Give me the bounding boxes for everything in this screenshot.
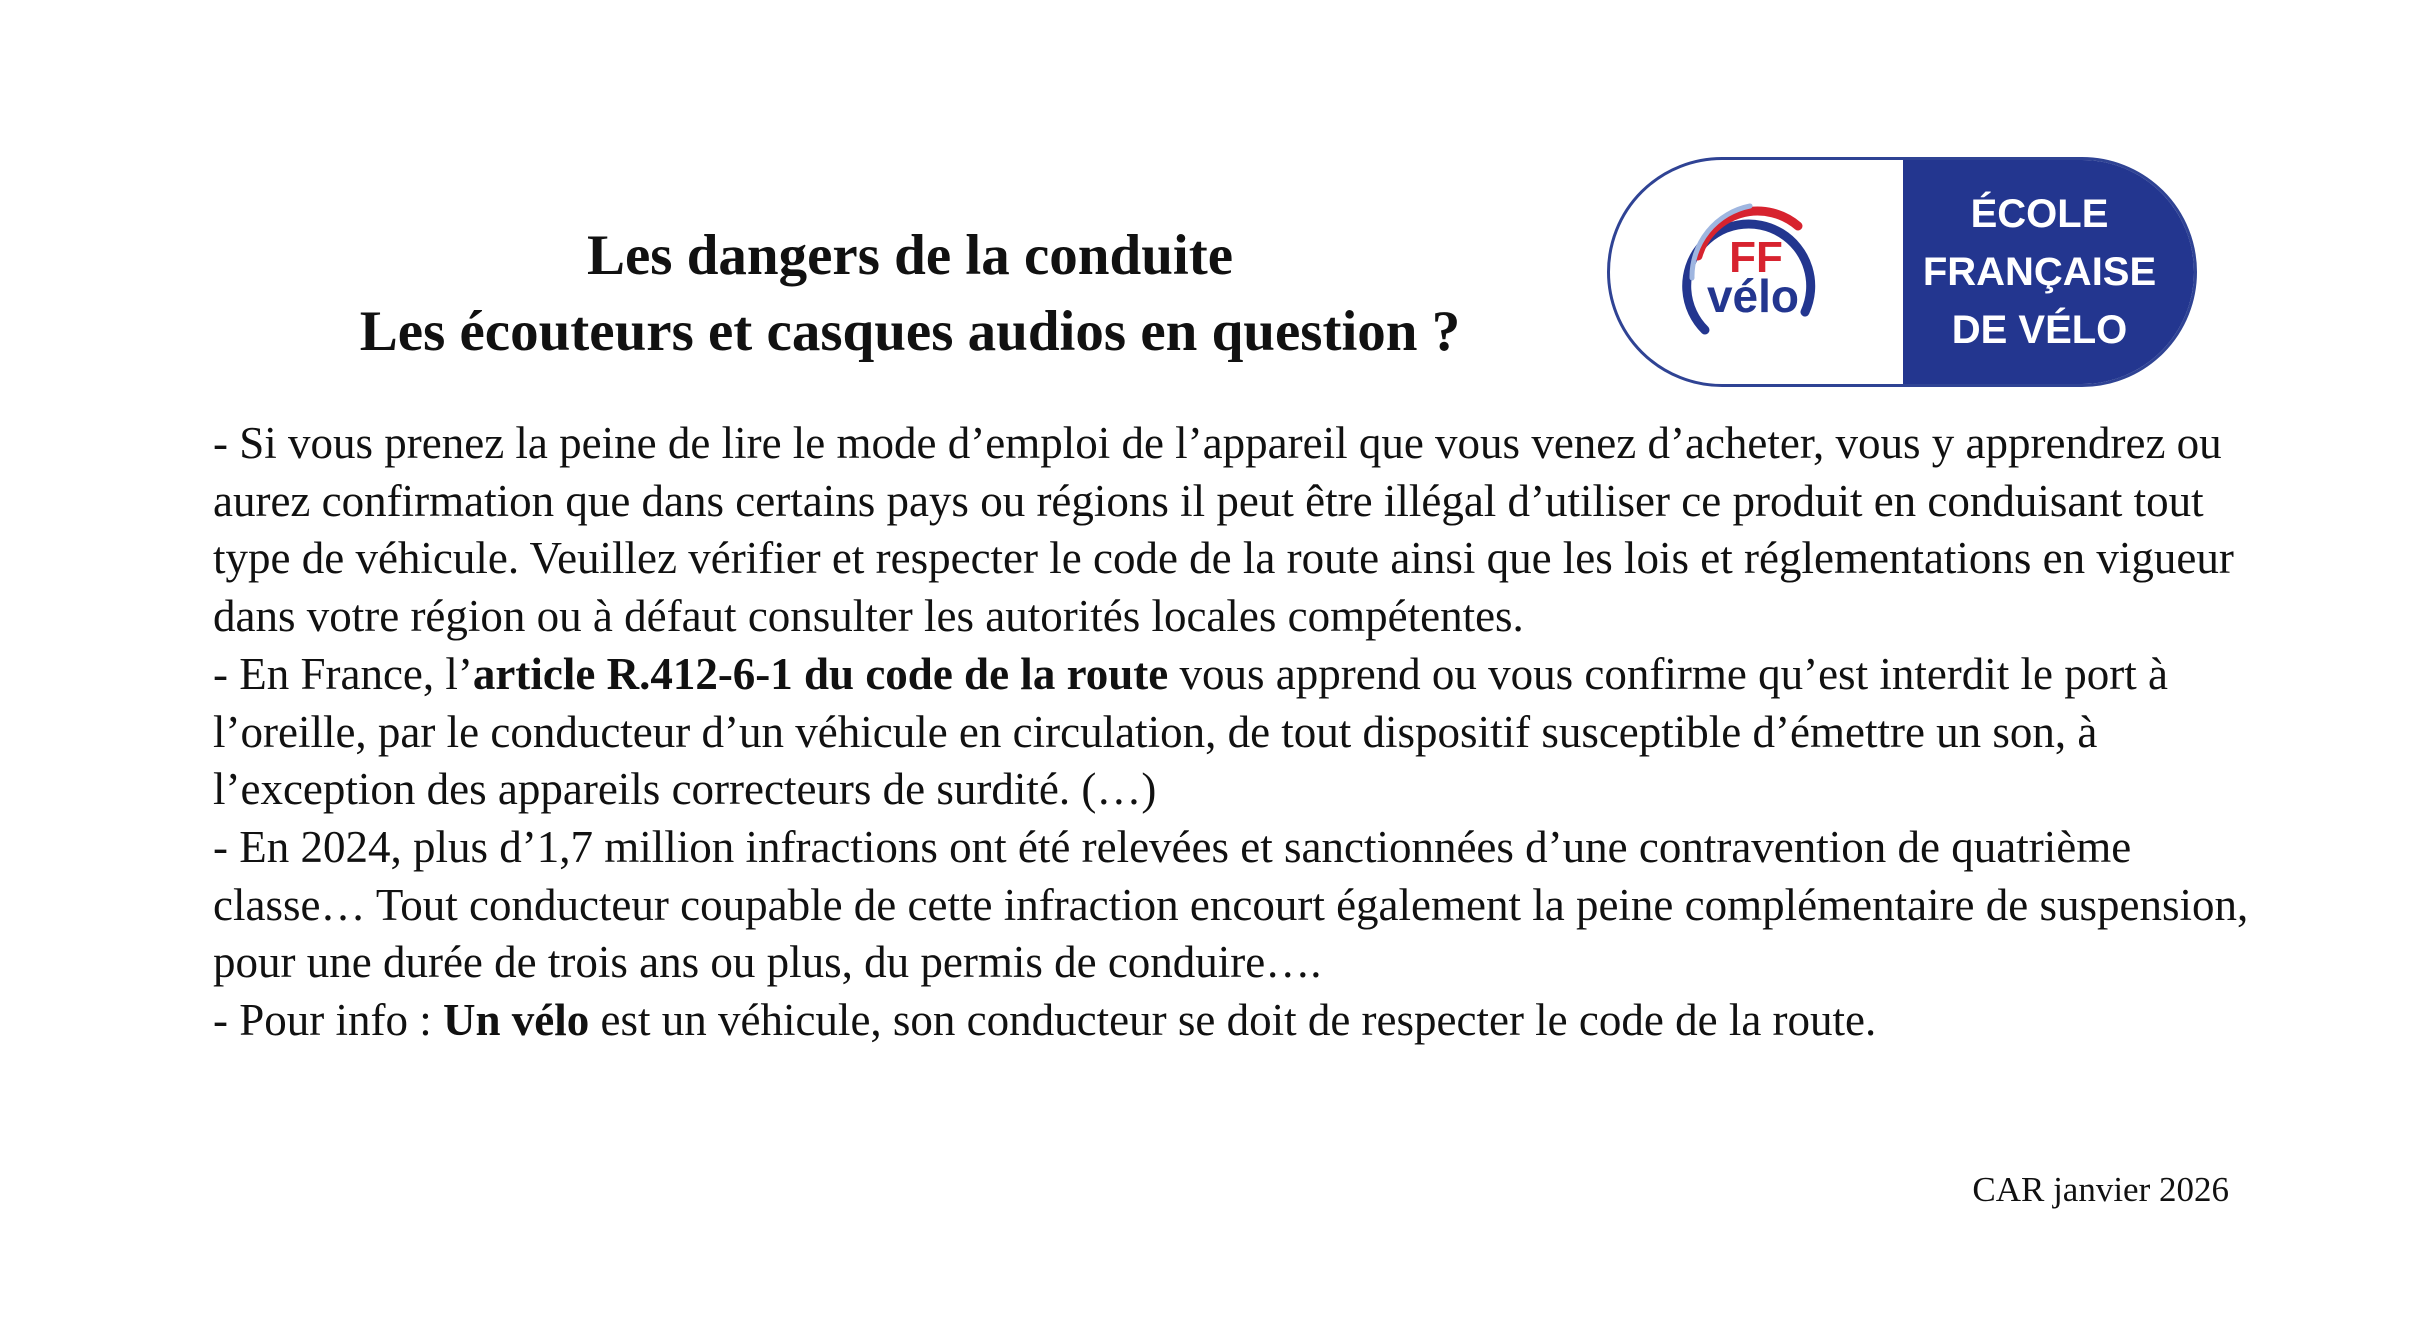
footer-signature: CAR janvier 2026 (1972, 1170, 2229, 1209)
title-line-2: Les écouteurs et casques audios en question ? (359, 300, 1461, 363)
velo-emphasis: Un vélo (443, 995, 590, 1046)
ff-text: FF (1729, 233, 1783, 282)
paragraph-france-law (213, 646, 2263, 819)
article-reference: article R.412-6-1 du code de la route (472, 648, 1169, 699)
p2-after: vous apprend ou vous confirme qu’est interdit le port à l’oreille, par le conducteur d’un véhicule en circulation, de tout dispositif susceptible d’émettre un son, à l’exception des appareils correcteurs de surdité. (…) (213, 648, 2168, 815)
paragraph-info (213, 992, 2263, 1050)
title-line-1: Les dangers de la conduite (586, 224, 1234, 287)
paragraph-manual: - Si vous prenez la peine de lire le mode d’emploi de l’appareil que vous venez d’acheter, vous y apprendrez ou aurez confirmation que dans certains pays ou régions il peut être illégal d’utiliser ce produit en conduisant tout type de véhicule. Veuillez vérifier et respecter le code de la route ainsi que les lois et réglementations en vigueur dans votre région ou à défaut consulter les autorités locales compétentes. (213, 418, 2234, 642)
ffvelo-logo (1607, 157, 2197, 387)
p2-before: - En France, l’ (213, 648, 473, 699)
body-text (213, 415, 2263, 1050)
p4-before: - Pour info : (213, 995, 443, 1046)
ecole-francaise-label (1903, 160, 2194, 384)
paragraph-statistics: - En 2024, plus d’1,7 million infractions ont été relevées et sanctionnées d’une contravention de quatrième classe… Tout conducteur coupable de cette infraction encourt également la peine complémentaire de suspension, pour une durée de trois ans ou plus, du permis de conduire…. (213, 821, 2249, 988)
p4-after: est un véhicule, son conducteur se doit de respecter le code de la route. (589, 995, 1877, 1046)
logo-line-1: ÉCOLE (1970, 192, 2109, 236)
logo-line-3: DE VÉLO (1951, 308, 2128, 352)
ffvelo-emblem (1610, 160, 1903, 384)
ffvelo-emblem-icon (1610, 160, 1903, 384)
page-title (240, 218, 1580, 370)
velo-text: vélo (1706, 270, 1800, 322)
logo-line-2: FRANÇAISE (1922, 250, 2157, 294)
